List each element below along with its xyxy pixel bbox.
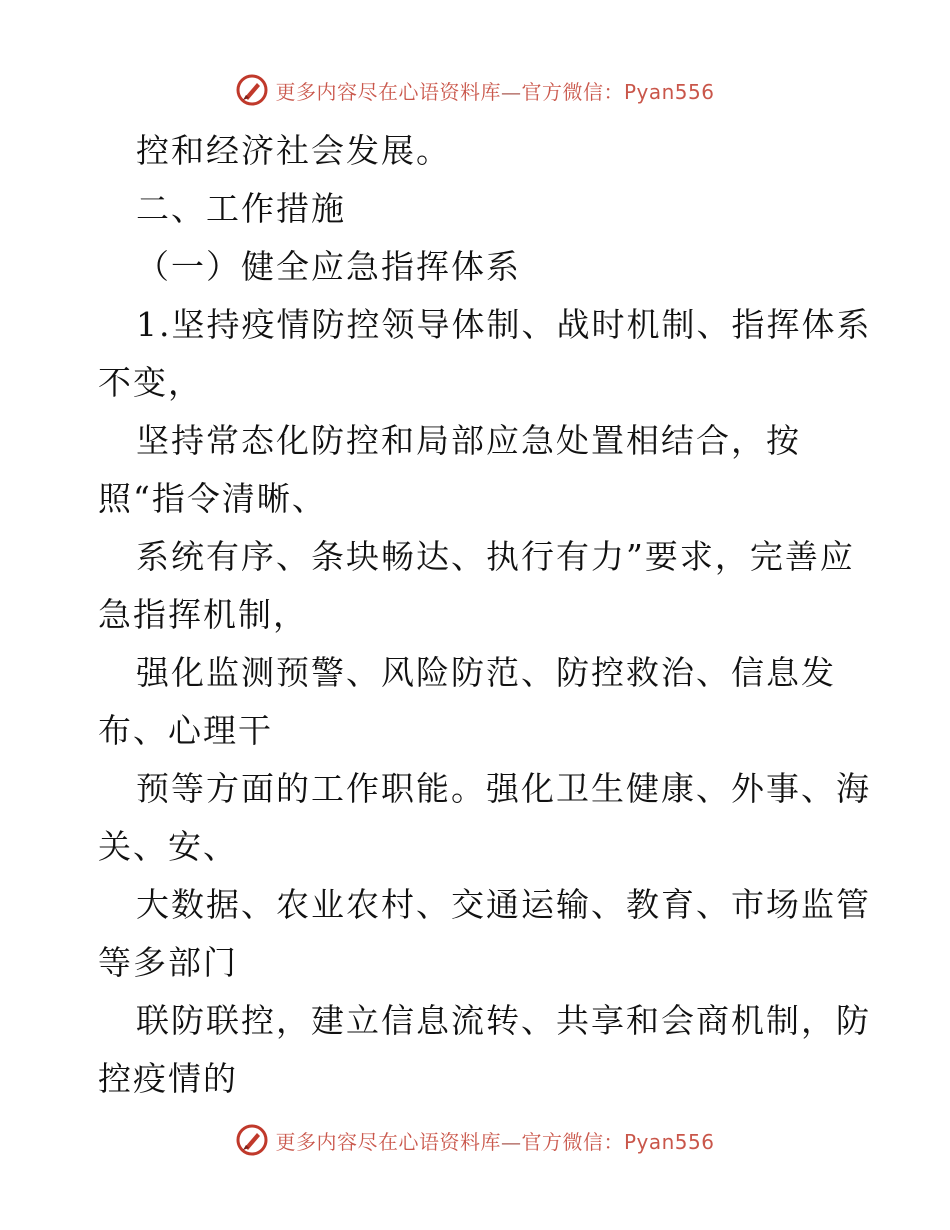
pen-logo-icon <box>235 1123 269 1157</box>
text-line: 联防联控，建立信息流转、共享和会商机制，防 <box>136 1001 871 1040</box>
text-line: 不变， <box>98 363 203 402</box>
watermark-text: 更多内容尽在心语资料库 <box>275 1129 501 1154</box>
watermark-separator: — <box>500 1129 522 1154</box>
text-line: 布、心理干 <box>98 711 273 750</box>
text-line: 坚持常态化防控和局部应急处置相结合，按 <box>136 421 801 460</box>
text-line: 照“指令清晰、 <box>98 479 327 518</box>
watermark-separator: — <box>500 79 522 104</box>
text-line: 关、安、 <box>98 827 238 866</box>
text-line: 大数据、农业农村、交通运输、教育、市场监管 <box>136 885 871 924</box>
text-line: 1.坚持疫情防控领导体制、战时机制、指挥体系 <box>136 305 872 344</box>
document-body <box>98 122 872 1108</box>
text-line: 控疫情的 <box>98 1059 238 1098</box>
watermark-suffix: 官方微信：Pyan556 <box>521 79 715 104</box>
text-line: 强化监测预警、风险防范、防控救治、信息发 <box>136 653 836 692</box>
header-watermark <box>0 70 950 110</box>
subsection-heading: （一）健全应急指挥体系 <box>136 247 521 286</box>
watermark-suffix: 官方微信：Pyan556 <box>521 1129 715 1154</box>
text-line: 系统有序、条块畅达、执行有力”要求，完善应 <box>136 537 855 576</box>
watermark-text: 更多内容尽在心语资料库 <box>275 79 501 104</box>
footer-watermark <box>0 1120 950 1160</box>
text-line: 预等方面的工作职能。强化卫生健康、外事、海 <box>136 769 871 808</box>
text-line: 急指挥机制， <box>98 595 308 634</box>
section-heading: 二、工作措施 <box>136 189 346 228</box>
text-line: 等多部门 <box>98 943 238 982</box>
pen-logo-icon <box>235 73 269 107</box>
text-line: 控和经济社会发展。 <box>136 131 451 170</box>
